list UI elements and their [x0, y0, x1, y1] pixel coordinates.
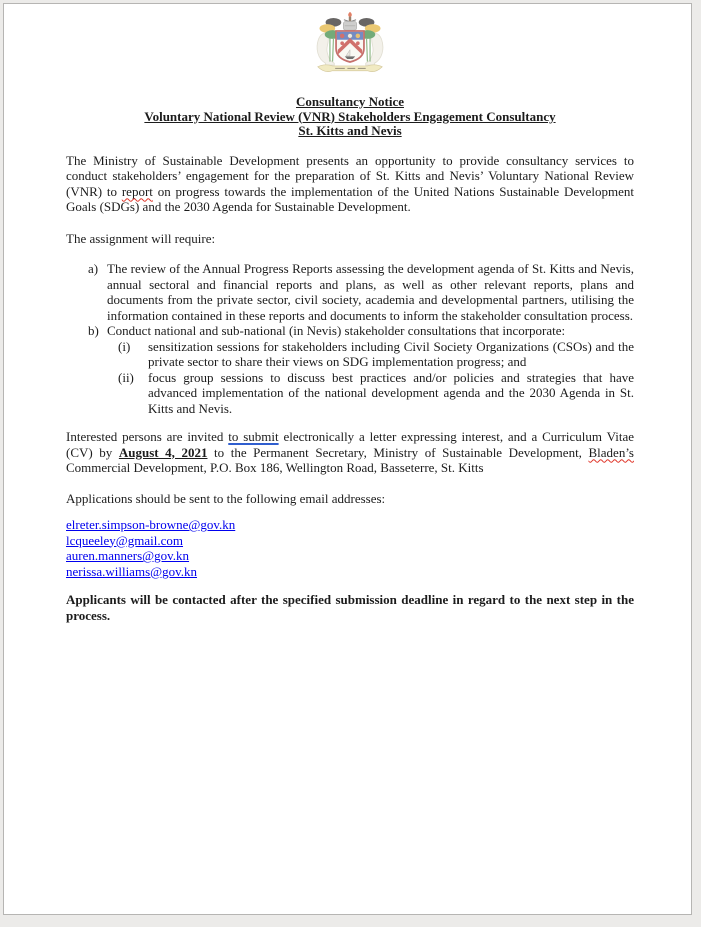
- closing-paragraph: Applicants will be contacted after the specified submission deadline in regard to the next step in the process.: [66, 592, 634, 623]
- list-subitem-i: [66, 339, 634, 370]
- document-title: [66, 95, 634, 139]
- list-item-b-text: Conduct national and sub-national (in Nevis) stakeholder consultations that incorporate:: [107, 323, 566, 338]
- intro-paragraph: [66, 153, 634, 215]
- email-link-elreter[interactable]: elreter.simpson-browne@gov.kn: [66, 517, 236, 532]
- list-item-b: [66, 323, 634, 339]
- email-link-auren[interactable]: auren.manners@gov.kn: [66, 548, 190, 563]
- assignment-list: [66, 261, 634, 416]
- document-content: [4, 4, 691, 623]
- list-item-a-text: The review of the Annual Progress Reports assessing the development agenda of St. Kitts and Nevis, annual sectoral and financial reports and plans, as well as other relevant reports, plans and documents from the private sector, civil society, academia and developmental partners, utilising the information contained in these reports and documents to inform the stakeholder consultation process.: [107, 261, 634, 323]
- title-line-2: Voluntary National Review (VNR) Stakeholders Engagement Consultancy: [144, 108, 556, 124]
- spellcheck-flagged-word-2: Bladen’s: [588, 444, 634, 460]
- list-subitem-ii-text: focus group sessions to discuss best practices and/or policies and strategies that have advanced implementation of the national development agenda and the 2030 Agenda in St. Kitts and Nevis.: [148, 369, 634, 416]
- submission-deadline: August 4, 2021: [118, 444, 208, 460]
- email-line: [66, 517, 634, 533]
- submission-text-4: Commercial Development, P.O. Box 186, Wellington Road, Basseterre, St. Kitts: [66, 460, 484, 475]
- list-subitem-i-text: sensitization sessions for stakeholders including Civil Society Organizations (CSOs) and the private sector to share their views on SDG implementation progress; and: [148, 338, 634, 369]
- document-page: [3, 3, 692, 915]
- title-line-1: Consultancy Notice: [296, 94, 404, 109]
- title-line-3: St. Kitts and Nevis: [298, 123, 402, 138]
- list-subitem-ii: [66, 370, 634, 417]
- intro-text: The Ministry of Sustainable Development presents an opportunity to provide consultancy services to conduct stakeholders’ engagement for the preparation of St. Kitts and Nevis’ Voluntary National Review (VNR) to: [66, 152, 634, 199]
- submission-text: Interested persons are invited: [66, 429, 229, 444]
- intro-text-continued: on progress towards the implementation of the United Nations Sustainable Development Goals (SDGs) and the 2030 Agenda for Sustainable Development.: [66, 183, 634, 214]
- spellcheck-flagged-word: report: [121, 183, 153, 199]
- list-marker-ii: (ii): [118, 369, 134, 385]
- submission-text-2: electronically a letter expressing interest, and a Curriculum Vitae (CV) by: [66, 429, 634, 460]
- list-marker-b: b): [88, 323, 99, 338]
- st-kitts-nevis-coat-of-arms-icon: [66, 8, 634, 84]
- assignment-lead: The assignment will require:: [66, 230, 216, 246]
- submission-text-3: to the Permanent Secretary, Ministry of Sustainable Development,: [207, 444, 589, 460]
- applications-lead: Applications should be sent to the following email addresses:: [66, 490, 386, 506]
- email-line: [66, 548, 634, 564]
- list-marker-i: (i): [118, 338, 131, 354]
- email-link-nerissa[interactable]: nerissa.williams@gov.kn: [66, 563, 198, 579]
- email-line: [66, 533, 634, 549]
- email-line: [66, 564, 634, 580]
- submission-paragraph: [66, 429, 634, 476]
- email-link-lcqueeley[interactable]: lcqueeley@gmail.com: [66, 532, 184, 548]
- list-item-a: [66, 261, 634, 323]
- grammar-flagged-phrase: to submit: [228, 429, 279, 444]
- list-marker-a: a): [88, 261, 99, 276]
- email-list: [66, 517, 634, 579]
